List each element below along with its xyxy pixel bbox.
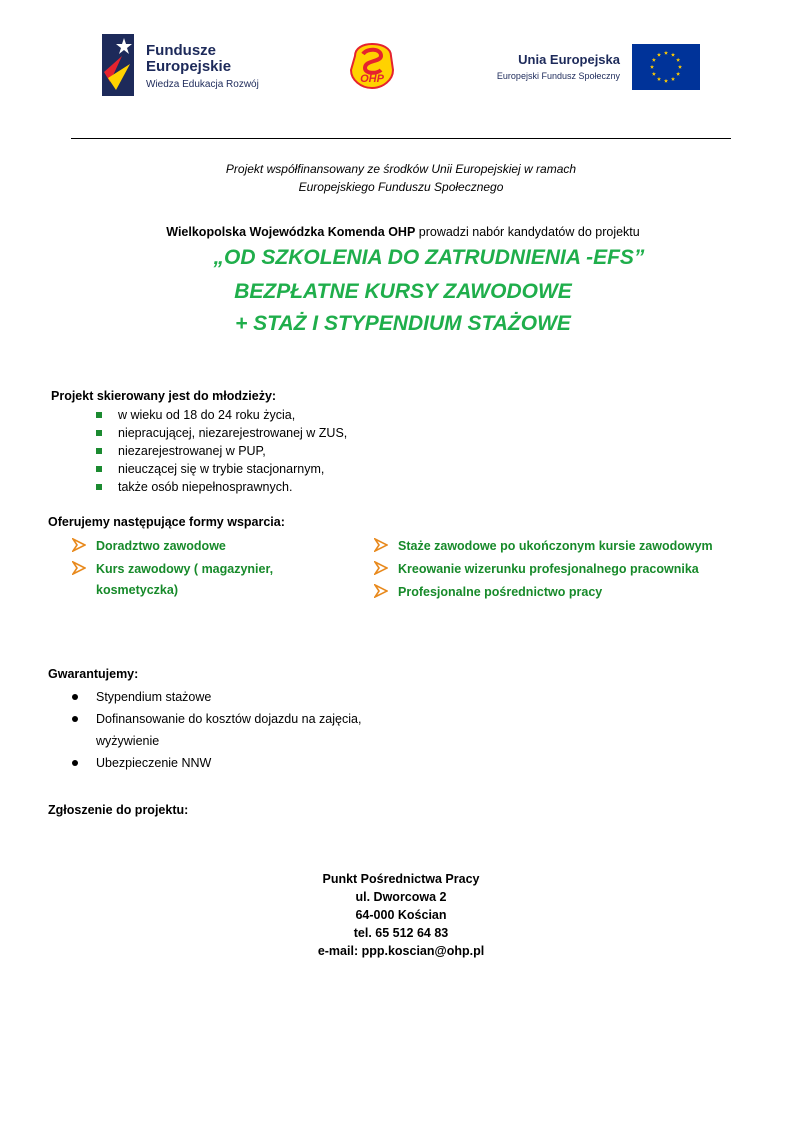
cofinancing-line2: Europejskiego Funduszu Społecznego [298, 180, 504, 194]
target-title: Projekt skierowany jest do młodzieży: [51, 389, 277, 403]
arrow-bullet-icon [374, 584, 388, 598]
support-list-right [374, 536, 734, 603]
list-item-text: Ubezpieczenie NNW [96, 756, 212, 770]
contact-phone: tel. 65 512 64 83 [353, 926, 449, 940]
list-item [94, 424, 347, 442]
intro-organization: Wielkopolska Wojewódzka Komenda OHP [166, 225, 416, 239]
support-list-left [72, 536, 312, 601]
headline-line1: „OD SZKOLENIA DO ZATRUDNIENIA -EFS” [213, 246, 645, 269]
dot-bullet-icon [72, 760, 78, 766]
list-item-text: Kreowanie wizerunku profesjonalnego pracownika [398, 562, 699, 576]
eu-logo [478, 44, 704, 92]
list-item [72, 559, 312, 601]
list-item [374, 559, 734, 580]
square-bullet-icon [96, 466, 102, 472]
arrow-bullet-icon [374, 561, 388, 575]
eu-flag-icon [632, 44, 700, 90]
list-item-text: Profesjonalne pośrednictwo pracy [398, 585, 603, 599]
intro-rest: prowadzi nabór kandydatów do projektu [415, 225, 640, 239]
eu-subtitle: Europejski Fundusz Społeczny [496, 71, 620, 81]
contact-city: 64-000 Kościan [355, 908, 447, 922]
cofinancing-line1: Projekt współfinansowany ze środków Unii Europejskiej w ramach [225, 162, 577, 176]
intro-text [0, 225, 794, 239]
square-bullet-icon [96, 412, 102, 418]
list-item-text: Staże zawodowe po ukończonym kursie zawodowym [398, 539, 713, 553]
header-divider [71, 138, 731, 139]
application-title: Zgłoszenie do projektu: [48, 803, 189, 817]
list-item [72, 536, 312, 557]
eu-name: Unia Europejska [518, 52, 620, 67]
square-bullet-icon [96, 484, 102, 490]
list-item [94, 442, 347, 460]
dot-bullet-icon [72, 716, 78, 722]
list-item-text: także osób niepełnosprawnych. [118, 480, 293, 494]
guarantee-title: Gwarantujemy: [48, 667, 139, 681]
headline-line3: + STAŻ I STYPENDIUM STAŻOWE [235, 312, 571, 335]
arrow-bullet-icon [374, 538, 388, 552]
list-item-text: Doradztwo zawodowe [96, 539, 226, 553]
list-item [374, 582, 734, 603]
list-item-text: niezarejestrowanej w PUP, [118, 444, 266, 458]
list-item [94, 460, 347, 478]
guarantee-list [72, 686, 362, 774]
list-item-text: niepracującej, niezarejestrowanej w ZUS, [118, 426, 348, 440]
fundusze-europejskie-logo [102, 34, 272, 98]
square-bullet-icon [96, 448, 102, 454]
fe-emblem-icon [102, 34, 134, 96]
support-title: Oferujemy następujące formy wsparcia: [48, 515, 285, 529]
arrow-bullet-icon [72, 561, 86, 575]
list-item [72, 708, 362, 752]
list-item-text: Dofinansowanie do kosztów dojazdu na zajęcia, wyżywienie [96, 712, 362, 748]
contact-street: ul. Dworcowa 2 [355, 890, 447, 904]
list-item-text: Kurs zawodowy ( magazynier, kosmetyczka) [96, 562, 274, 597]
ohp-logo-text: OHP [360, 73, 384, 85]
dot-bullet-icon [72, 694, 78, 700]
contact-email: e-mail: ppp.koscian@ohp.pl [317, 944, 485, 958]
cofinancing-note [0, 160, 794, 196]
list-item [72, 686, 362, 708]
contact-block [0, 870, 794, 960]
list-item [94, 406, 347, 424]
list-item-text: nieuczącej się w trybie stacjonarnym, [118, 462, 325, 476]
headline-line2: BEZPŁATNE KURSY ZAWODOWE [234, 280, 572, 303]
arrow-bullet-icon [72, 538, 86, 552]
list-item-text: w wieku od 18 do 24 roku życia, [118, 408, 296, 422]
contact-name: Punkt Pośrednictwa Pracy [322, 872, 480, 886]
fe-name-line1: Fundusze [146, 42, 216, 59]
list-item [94, 478, 347, 496]
target-list [94, 406, 347, 496]
fe-name-line2: Europejskie [146, 58, 232, 75]
list-item-text: Stypendium stażowe [96, 690, 212, 704]
list-item [374, 536, 734, 557]
list-item [72, 752, 362, 774]
square-bullet-icon [96, 430, 102, 436]
fe-subtitle: Wiedza Edukacja Rozwój [146, 79, 259, 90]
ohp-logo [347, 42, 397, 90]
